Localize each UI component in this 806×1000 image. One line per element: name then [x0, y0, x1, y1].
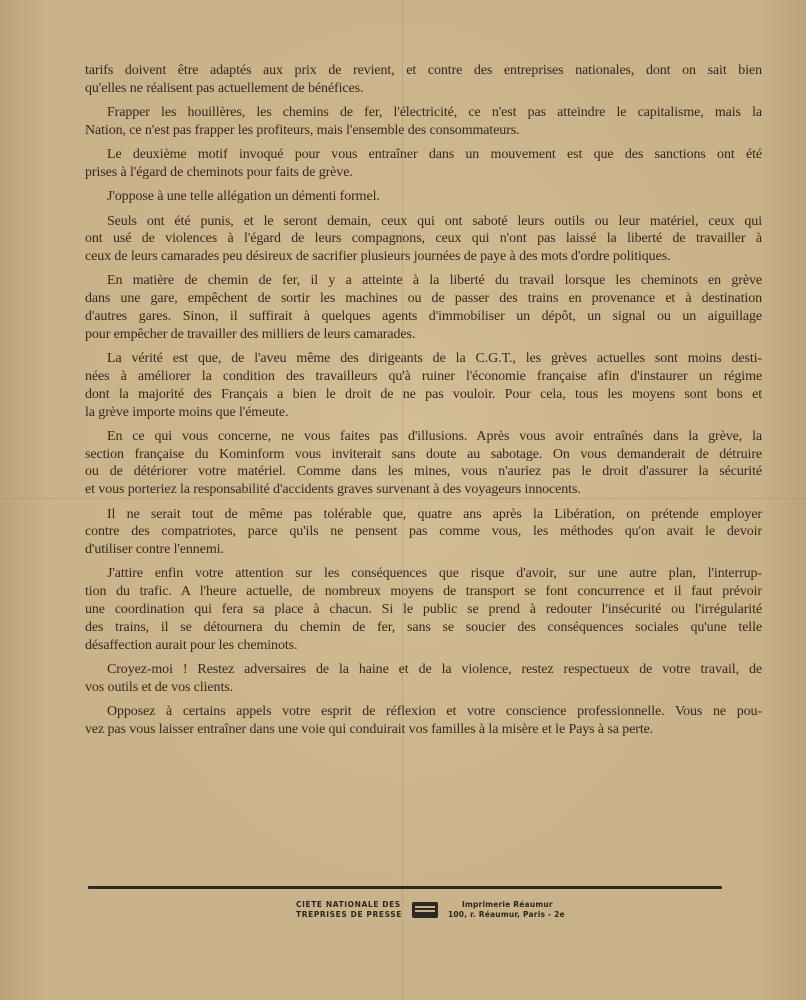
footer-rule [88, 886, 722, 889]
publisher-line-2: TREPRISES DE PRESSE [296, 910, 402, 919]
paragraph [85, 506, 762, 559]
text-line: tarifs doivent être adaptés aux prix de revient, et contre des entreprises nationales, dont on sait bien [85, 63, 762, 78]
printer-block [448, 900, 565, 920]
text-line: dans une gare, empêchent de sortir les machines ou de passer des trains en provenance et à destination [85, 291, 762, 307]
text-line: d'autres gares. Sinon, il suffirait à quelques agents d'immobiliser un dépôt, un signal ou un aiguillage [85, 309, 762, 325]
text-line: d'utiliser contre l'ennemi. [85, 542, 224, 558]
text-line: vez pas vous laisser entraîner dans une voie qui conduirait vos familles à la misère et le Pays à sa perte. [85, 721, 654, 737]
text-line: la grève importe moins que l'émeute. [85, 404, 289, 420]
text-line: ont usé de violences à l'égard de leurs compagnons, ceux qui n'ont pas laissé la liberté de travailler à [85, 231, 762, 247]
paragraph [85, 428, 762, 499]
paragraph [85, 350, 762, 421]
paragraph [85, 272, 762, 343]
printer-name: Imprimerie Réaumur [461, 900, 553, 909]
paragraph [85, 661, 762, 697]
text-line: vos outils et de vos clients. [85, 679, 233, 695]
text-line: Opposez à certains appels votre esprit de réflexion et votre conscience professionnelle. Vous ne pou- [107, 704, 762, 719]
text-line: Nation, ce n'est pas frapper les profiteurs, mais l'ensemble des consommateurs. [85, 122, 520, 138]
text-line: En ce qui vous concerne, ne vous faites pas d'illusions. Après vous avoir entraînés dans la grève, la [107, 428, 762, 444]
paragraph [85, 62, 762, 98]
paragraph [85, 146, 762, 182]
text-line: J'attire enfin votre attention sur les conséquences que risque d'avoir, sur une autre plan, l'interrup- [107, 566, 762, 582]
text-line: J'oppose à une telle allégation un démenti formel. [107, 189, 380, 205]
text-line: Frapper les houillères, les chemins de fer, l'électricité, ce n'est pas atteindre le capitalisme, mais la [107, 105, 762, 121]
text-line: une coordination qui fera sa place à chacun. Si le public se prend à redouter l'insécurité ou l'irrégularité [85, 602, 762, 618]
text-line: Croyez-moi ! Restez adversaires de la haine et de la violence, restez respectueux de votre travail, de [107, 661, 762, 677]
text-line: dont la majorité des Français a bien le droit de ne pas vouloir. Pour cela, tous les moyens sont bons et [85, 386, 762, 402]
text-line: qu'elles ne réalisent pas actuellement de bénéfices. [85, 80, 364, 96]
text-line: et vous porteriez la responsabilité d'accidents graves survenant à des voyageurs innocents. [85, 482, 581, 498]
text-line: La vérité est que, de l'aveu même des dirigeants de la C.G.T., les grèves actuelles sont moins desti- [107, 351, 762, 367]
printer-address: 100, r. Réaumur, Paris - 2e [447, 910, 565, 919]
text-line: En matière de chemin de fer, il y a atteinte à la liberté du travail lorsque les cheminots en grève [107, 273, 762, 289]
text-line: prises à l'égard de cheminots pour faits de grève. [85, 164, 353, 180]
publisher-block [296, 900, 402, 920]
paragraph [85, 565, 762, 654]
text-line: ou de détériorer votre matériel. Comme dans les mines, vous n'auriez pas le droit d'assurer la sécurité [85, 464, 762, 480]
text-line: section française du Kominform vous inviterait sans doute au sabotage. On vous demanderait de détruire [85, 446, 762, 462]
text-line: Seuls ont été punis, et le seront demain, ceux qui ont saboté leurs outils ou leur matériel, ceux qui [107, 213, 762, 229]
text-line: Il ne serait tout de même pas tolérable que, quatre ans après la Libération, on prétende employer [107, 506, 762, 522]
text-line: pour empêcher de travailler des milliers de leurs camarades. [85, 326, 416, 342]
text-line: nées à améliorer la condition des travailleurs qu'à ruiner l'économie française afin d'instaurer un régime [85, 368, 762, 384]
text-line: des trains, il se détournera du chemin de fer, sans se soucier des conséquences sociales qu'une telle [85, 619, 762, 635]
text-line: désaffection aurait pour les cheminots. [85, 637, 298, 653]
publisher-line-1: CIETE NATIONALE DES [296, 900, 401, 909]
paragraph [85, 104, 762, 140]
paragraph [85, 703, 762, 739]
text-line: contre des compatriotes, parce qu'ils ne pensent pas comme vous, les méthodes qu'on avait le devoir [85, 524, 762, 540]
printer-imprint [296, 900, 565, 920]
text-line: Le deuxième motif invoqué pour vous entraîner dans un mouvement est que des sanctions ont été [107, 147, 762, 163]
printing-press-emblem-icon [412, 902, 438, 918]
paragraph [85, 188, 762, 206]
text-line: ceux de leurs camarades peu désireux de sacrifier plusieurs journées de paye à des mots d'ordre politiques. [85, 249, 671, 265]
text-line: tion du trafic. A l'heure actuelle, de nombreux moyens de transport se font concurrence et il faut prévoir [85, 584, 762, 600]
paragraph [85, 213, 762, 266]
document-body [85, 62, 762, 745]
